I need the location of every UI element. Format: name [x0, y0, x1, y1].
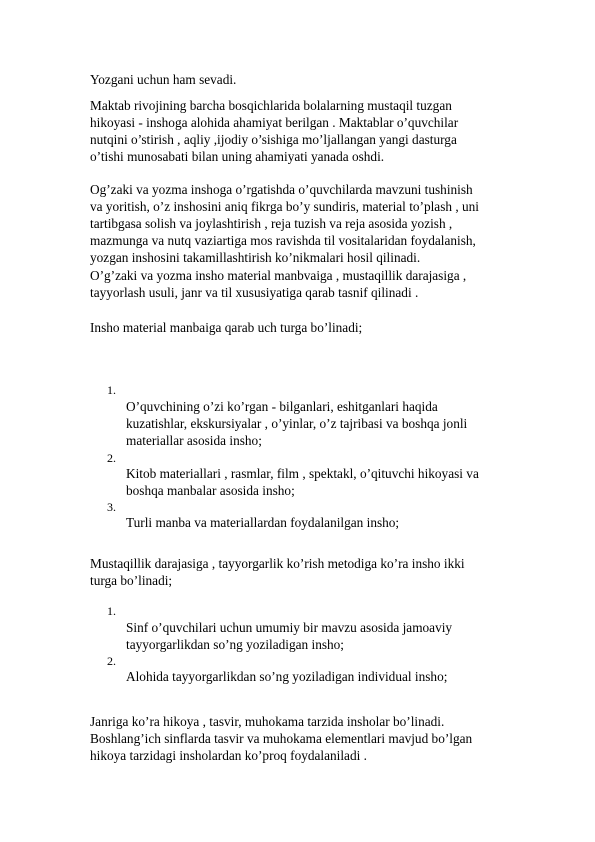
text-line: O’g’zaki va yozma insho material manbvaiga , mustaqillik darajasiga ,: [90, 268, 467, 283]
text-line: tartibgasa solish va joylashtirish , reja tuzish va reja asosida yozish ,: [90, 216, 453, 231]
text-line: nutqini o’stirish , aqliy ,ijodiy o’sishiga mo’ljallangan yangi dasturga: [90, 132, 457, 147]
list-number: 1.: [107, 604, 116, 618]
list-item: [126, 465, 516, 499]
text-line: O’quvchining o’zi ko’rgan - bilganlari, eshitganlari haqida: [126, 399, 438, 414]
text-line: Sinf o’quvchilari uchun umumiy bir mavzu asosida jamoaviy: [126, 620, 453, 635]
text-line: o’tishi munosabati bilan uning ahamiyati yanada oshdi.: [90, 149, 385, 164]
paragraph: [90, 555, 510, 589]
paragraph: [90, 71, 510, 88]
list-number: 1.: [107, 383, 116, 397]
list-number: 3.: [107, 500, 116, 514]
text-line: yozgan inshosini takamillashtirish ko’nikmalari hosil qilinadi.: [90, 250, 421, 265]
text-line: Insho material manbaiga qarab uch turga bo’linadi;: [90, 320, 363, 335]
list-item: [126, 398, 516, 449]
text-line: mazmunga va nutq vaziartiga mos ravishda til vositalaridan foydalanish,: [90, 233, 476, 248]
text-line: Turli manba va materiallardan foydalanilgan insho;: [126, 515, 400, 530]
text-line: Yozgani uchun ham sevadi.: [90, 72, 237, 87]
text-line: materiallar asosida insho;: [126, 433, 262, 448]
text-line: tayyorlash usuli, janr va til xususiyatiga qarab tasnif qilinadi .: [90, 285, 419, 300]
paragraph: [90, 319, 510, 336]
text-line: kuzatishlar, ekskursiyalar , o’yinlar, o’z tajribasi va boshqa jonli: [126, 416, 468, 431]
list-item: [126, 668, 516, 685]
text-line: turga bo’linadi;: [90, 573, 173, 588]
paragraph: [90, 181, 510, 266]
text-line: tayyorgarlikdan so’ng yoziladigan insho;: [126, 637, 345, 652]
text-line: boshqa manbalar asosida insho;: [126, 483, 295, 498]
text-line: hikoyasi - inshoga alohida ahamiyat berilgan . Maktablar o’quvchilar: [90, 115, 459, 130]
paragraph: [90, 267, 510, 301]
text-line: va yoritish, o’z inshosini aniq fikrga bo’y sundiris, material to’plash , uni: [90, 199, 479, 214]
list-number: 2.: [107, 451, 116, 465]
paragraph: [90, 97, 510, 165]
text-line: hikoya tarzidagi insholardan ko’proq foydalaniladi .: [90, 748, 367, 763]
text-line: Maktab rivojining barcha bosqichlarida bolalarning mustaqil tuzgan: [90, 98, 452, 113]
text-line: Boshlang’ich sinflarda tasvir va muhokama elementlari mavjud bo’lgan: [90, 731, 473, 746]
list-number: 2.: [107, 654, 116, 668]
paragraph: [90, 713, 510, 764]
text-line: Alohida tayyorgarlikdan so’ng yoziladigan individual insho;: [126, 669, 448, 684]
text-line: Mustaqillik darajasiga , tayyorgarlik ko’rish metodiga ko’ra insho ikki: [90, 556, 465, 571]
list-item: [126, 619, 516, 653]
text-line: Janriga ko’ra hikoya , tasvir, muhokama tarzida insholar bo’linadi.: [90, 714, 445, 729]
text-line: Kitob materiallari , rasmlar, film , spektakl, o’qituvchi hikoyasi va: [126, 466, 479, 481]
list-item: [126, 514, 516, 531]
text-line: Og’zaki va yozma inshoga o’rgatishda o’quvchilarda mavzuni tushinish: [90, 182, 473, 197]
